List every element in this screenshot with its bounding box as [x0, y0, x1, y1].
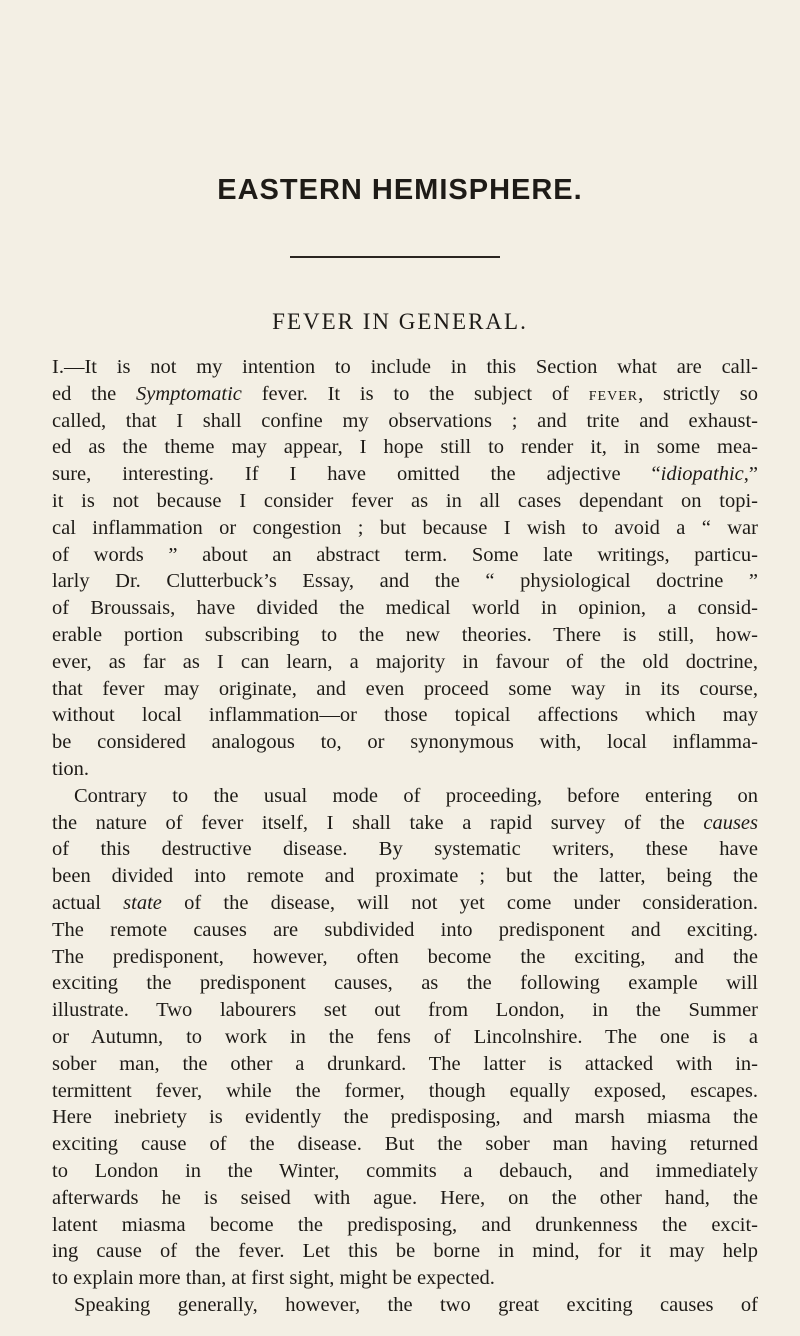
- text-line: of this destructive disease. By systematic writers, these have: [52, 838, 758, 861]
- text-line: the nature of fever itself, I shall take a rapid survey of the causes: [52, 811, 758, 834]
- text-line: termittent fever, while the former, though equally exposed, escapes.: [52, 1079, 758, 1102]
- text-line: illustrate. Two labourers set out from London, in the Summer: [52, 999, 758, 1022]
- text-line: it is not because I consider fever as in all cases dependant on topi-: [52, 489, 758, 512]
- text-line: The remote causes are subdivided into predisponent and exciting.: [52, 918, 758, 941]
- text-line: sure, interesting. If I have omitted the adjective “idiopathic,”: [52, 463, 758, 486]
- running-head: EASTERN HEMISPHERE.: [217, 174, 583, 206]
- text-line: sober man, the other a drunkard. The latter is attacked with in-: [52, 1052, 758, 1075]
- text-line: afterwards he is seised with ague. Here, on the other hand, the: [52, 1186, 758, 1209]
- text-line: larly Dr. Clutterbuck’s Essay, and the “ physiological doctrine ”: [52, 570, 758, 593]
- text-line: Speaking generally, however, the two great exciting causes of: [74, 1293, 758, 1316]
- body-text: [52, 354, 758, 1319]
- text-line: I.—It is not my intention to include in this Section what are call-: [52, 356, 758, 378]
- text-line: of Broussais, have divided the medical world in opinion, a consid-: [52, 597, 758, 620]
- text-line: erable portion subscribing to the new theories. There is still, how-: [52, 623, 758, 646]
- text-line: cal inflammation or congestion ; but because I wish to avoid a “ war: [52, 516, 758, 539]
- text-line: actual state of the disease, will not yet come under consideration.: [52, 891, 758, 914]
- text-line: called, that I shall confine my observations ; and trite and exhaust-: [52, 409, 758, 432]
- text-line: Here inebriety is evidently the predisposing, and marsh miasma the: [52, 1106, 758, 1129]
- text-line: Contrary to the usual mode of proceeding, before entering on: [74, 784, 758, 807]
- text-line: ed the Symptomatic fever. It is to the subject of fever, strictly so: [52, 382, 758, 405]
- text-line: The predisponent, however, often become the exciting, and the: [52, 945, 758, 968]
- text-line: or Autumn, to work in the fens of Lincolnshire. The one is a: [52, 1025, 758, 1048]
- text-line: ing cause of the fever. Let this be borne in mind, for it may help: [52, 1240, 758, 1263]
- section-title: FEVER IN GENERAL.: [272, 309, 528, 334]
- text-line: ed as the theme may appear, I hope still to render it, in some mea-: [52, 436, 758, 459]
- text-line: of words ” about an abstract term. Some late writings, particu-: [52, 543, 758, 566]
- text-line: been divided into remote and proximate ; but the latter, being the: [52, 865, 758, 888]
- text-line: to London in the Winter, commits a debauch, and immediately: [52, 1159, 758, 1182]
- text-line: exciting cause of the disease. But the sober man having returned: [52, 1133, 758, 1156]
- text-line: to explain more than, at first sight, might be expected.: [52, 1267, 495, 1290]
- text-line: be considered analogous to, or synonymous with, local inflamma-: [52, 731, 758, 754]
- section-divider-rule: [290, 256, 500, 258]
- text-line: ever, as far as I can learn, a majority in favour of the old doctrine,: [52, 650, 758, 673]
- text-line: that fever may originate, and even proceed some way in its course,: [52, 677, 758, 700]
- text-line: exciting the predisponent causes, as the following example will: [52, 972, 758, 995]
- text-line: latent miasma become the predisposing, and drunkenness the excit-: [52, 1213, 758, 1236]
- text-line: tion.: [52, 757, 90, 780]
- text-line: without local inflammation—or those topical affections which may: [52, 704, 758, 727]
